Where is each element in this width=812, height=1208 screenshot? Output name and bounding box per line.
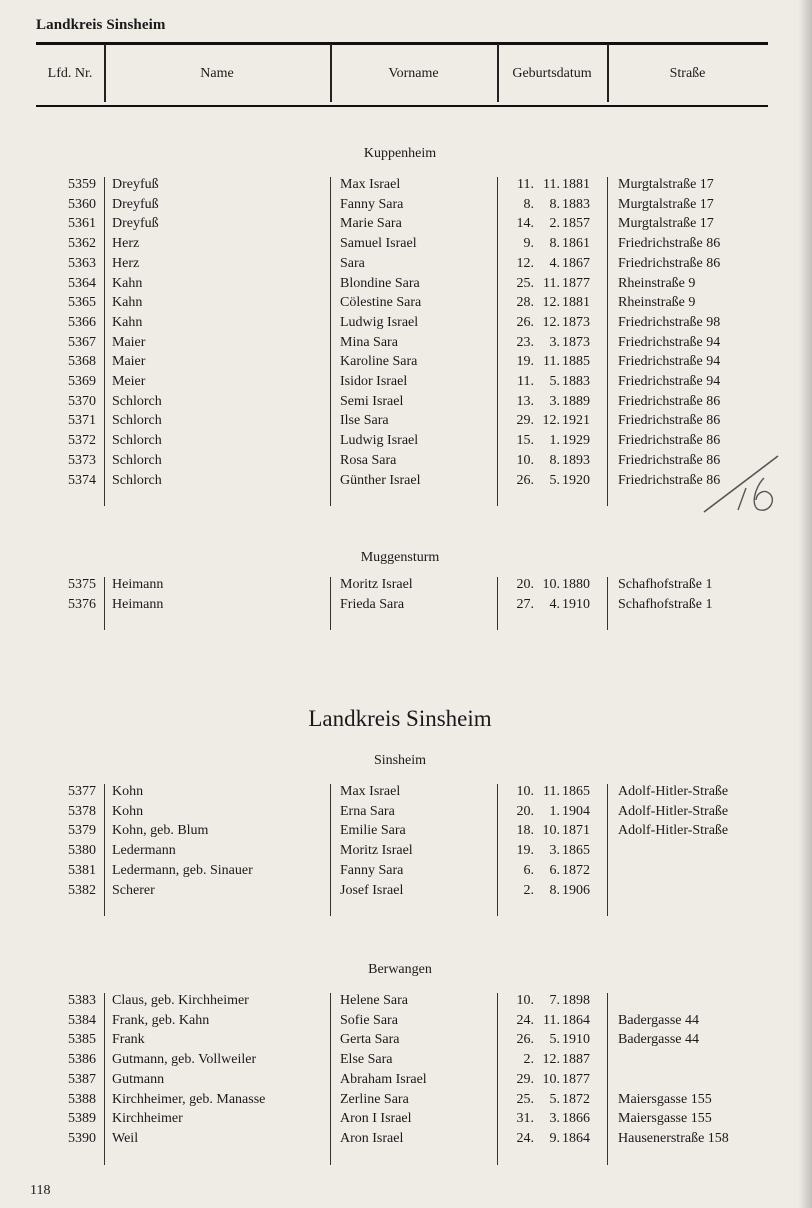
cell-str: Friedrichstraße 86 bbox=[618, 236, 721, 252]
cell-nr: 5369 bbox=[68, 374, 96, 389]
cell-vorname: Isidor Israel bbox=[340, 374, 408, 389]
cell-name: Dreyfuß bbox=[112, 216, 159, 232]
cell-str: Adolf-Hitler-Straße bbox=[618, 823, 729, 839]
cell-vorname: Else Sara bbox=[340, 1052, 393, 1068]
cell-mm: 11. bbox=[543, 1012, 560, 1028]
cell-str: Murgtalstraße 17 bbox=[618, 196, 714, 212]
cell-name: Herz bbox=[112, 236, 140, 252]
cell-dd: 10. bbox=[516, 993, 534, 1008]
cell-nr: 5386 bbox=[68, 1052, 96, 1068]
column-divider bbox=[497, 784, 498, 916]
table-row bbox=[0, 293, 812, 313]
cell-name: Scherer bbox=[112, 882, 155, 898]
table-row bbox=[0, 595, 812, 615]
cell-str: Rheinstraße 9 bbox=[618, 295, 696, 311]
cell-name: Ledermann bbox=[112, 843, 176, 859]
table-row bbox=[0, 802, 812, 822]
pencil-annotation bbox=[700, 448, 796, 520]
cell-str: Adolf-Hitler-Straße bbox=[618, 784, 729, 799]
cell-nr: 5368 bbox=[68, 354, 96, 370]
cell-mm: 5. bbox=[549, 1032, 560, 1048]
cell-yy: 1867 bbox=[562, 255, 590, 271]
cell-name: Meier bbox=[112, 374, 146, 389]
cell-nr: 5383 bbox=[68, 993, 96, 1008]
cell-name: Claus, geb. Kirchheimer bbox=[112, 993, 249, 1008]
cell-nr: 5380 bbox=[68, 843, 96, 859]
table-row bbox=[0, 333, 812, 353]
table-row bbox=[0, 392, 812, 412]
cell-name: Heimann bbox=[112, 596, 164, 612]
cell-mm: 2. bbox=[549, 216, 560, 232]
cell-vorname: Moritz Israel bbox=[340, 843, 413, 859]
cell-nr: 5366 bbox=[68, 314, 96, 330]
cell-nr: 5378 bbox=[68, 803, 96, 819]
cell-name: Kahn bbox=[112, 275, 143, 291]
cell-str: Schafhofstraße 1 bbox=[618, 596, 713, 612]
cell-str: Adolf-Hitler-Straße bbox=[618, 803, 729, 819]
cell-mm: 5. bbox=[549, 1091, 560, 1107]
cell-dd: 8. bbox=[523, 196, 534, 212]
column-divider bbox=[104, 177, 105, 506]
cell-str: Friedrichstraße 98 bbox=[618, 314, 721, 330]
running-head: Landkreis Sinsheim bbox=[36, 17, 166, 33]
cell-name: Dreyfuß bbox=[112, 196, 159, 212]
cell-dd: 29. bbox=[516, 413, 534, 429]
cell-str: Friedrichstraße 86 bbox=[618, 255, 721, 271]
cell-name: Maier bbox=[112, 334, 146, 350]
cell-yy: 1898 bbox=[562, 993, 590, 1008]
cell-yy: 1881 bbox=[562, 295, 590, 311]
table-row bbox=[0, 352, 812, 372]
cell-vorname: Helene Sara bbox=[340, 993, 409, 1008]
cell-nr: 5381 bbox=[68, 862, 96, 878]
table-row bbox=[0, 214, 812, 234]
cell-yy: 1865 bbox=[562, 784, 590, 799]
cell-mm: 4. bbox=[549, 255, 560, 271]
cell-mm: 10. bbox=[542, 577, 560, 592]
cell-nr: 5364 bbox=[68, 275, 96, 291]
cell-dd: 15. bbox=[516, 433, 534, 449]
cell-yy: 1866 bbox=[562, 1111, 590, 1127]
cell-yy: 1880 bbox=[562, 577, 590, 592]
cell-yy: 1883 bbox=[562, 196, 590, 212]
cell-nr: 5361 bbox=[68, 216, 96, 232]
table-row bbox=[0, 372, 812, 392]
cell-str: Badergasse 44 bbox=[618, 1032, 699, 1048]
cell-nr: 5359 bbox=[68, 177, 96, 192]
cell-dd: 2. bbox=[523, 1052, 534, 1068]
cell-mm: 9. bbox=[549, 1130, 560, 1146]
cell-nr: 5374 bbox=[68, 472, 96, 488]
cell-str: Friedrichstraße 86 bbox=[618, 433, 721, 449]
place-heading-muggensturm: Muggensturm bbox=[360, 550, 440, 565]
place-heading-berwangen: Berwangen bbox=[368, 962, 432, 977]
table-row bbox=[0, 195, 812, 215]
cell-nr: 5360 bbox=[68, 196, 96, 212]
cell-dd: 29. bbox=[516, 1071, 534, 1087]
table-row bbox=[0, 451, 812, 471]
cell-mm: 5. bbox=[549, 472, 560, 488]
table-row bbox=[0, 881, 812, 901]
cell-vorname: Sofie Sara bbox=[340, 1012, 398, 1028]
table-row bbox=[0, 861, 812, 881]
cell-dd: 26. bbox=[516, 314, 534, 330]
column-header-strasse: Straße bbox=[669, 66, 706, 81]
cell-mm: 3. bbox=[549, 334, 560, 350]
cell-yy: 1906 bbox=[562, 882, 590, 898]
table-row bbox=[0, 1109, 812, 1129]
cell-dd: 20. bbox=[516, 803, 534, 819]
cell-vorname: Moritz Israel bbox=[340, 577, 413, 592]
cell-name: Gutmann bbox=[112, 1071, 165, 1087]
cell-nr: 5372 bbox=[68, 433, 96, 449]
cell-dd: 27. bbox=[516, 596, 534, 612]
cell-str: Friedrichstraße 86 bbox=[618, 393, 721, 409]
cell-name: Dreyfuß bbox=[112, 177, 159, 192]
cell-nr: 5375 bbox=[68, 577, 96, 592]
cell-str: Schafhofstraße 1 bbox=[618, 577, 713, 592]
cell-name: Kirchheimer bbox=[112, 1111, 183, 1127]
cell-vorname: Rosa Sara bbox=[340, 452, 397, 468]
column-divider bbox=[497, 993, 498, 1165]
cell-yy: 1864 bbox=[562, 1130, 590, 1146]
cell-name: Weil bbox=[112, 1130, 139, 1146]
cell-name: Herz bbox=[112, 255, 140, 271]
cell-vorname: Erna Sara bbox=[340, 803, 395, 819]
column-divider bbox=[607, 177, 608, 506]
cell-str: Hausenerstraße 158 bbox=[618, 1130, 729, 1146]
column-divider bbox=[330, 577, 331, 630]
column-divider bbox=[104, 577, 105, 630]
district-heading: Landkreis Sinsheim bbox=[308, 706, 492, 731]
cell-vorname: Ludwig Israel bbox=[340, 433, 419, 449]
column-divider bbox=[497, 577, 498, 630]
table-row bbox=[0, 1050, 812, 1070]
table-row bbox=[0, 471, 812, 491]
cell-dd: 18. bbox=[516, 823, 534, 839]
cell-name: Schlorch bbox=[112, 452, 162, 468]
cell-yy: 1929 bbox=[562, 433, 590, 449]
cell-yy: 1883 bbox=[562, 374, 590, 389]
cell-vorname: Gerta Sara bbox=[340, 1032, 400, 1048]
cell-dd: 23. bbox=[516, 334, 534, 350]
cell-vorname: Max Israel bbox=[340, 177, 401, 192]
cell-mm: 8. bbox=[549, 196, 560, 212]
column-divider bbox=[607, 577, 608, 630]
cell-yy: 1904 bbox=[562, 803, 590, 819]
cell-dd: 12. bbox=[516, 255, 534, 271]
cell-name: Heimann bbox=[112, 577, 164, 592]
column-divider bbox=[104, 784, 105, 916]
table-row bbox=[0, 1070, 812, 1090]
cell-nr: 5384 bbox=[68, 1012, 96, 1028]
cell-vorname: Ilse Sara bbox=[340, 413, 389, 429]
cell-str: Friedrichstraße 86 bbox=[618, 413, 721, 429]
column-divider bbox=[330, 993, 331, 1165]
cell-vorname: Emilie Sara bbox=[340, 823, 406, 839]
column-divider bbox=[330, 177, 331, 506]
cell-vorname: Karoline Sara bbox=[340, 354, 418, 370]
cell-dd: 14. bbox=[516, 216, 534, 232]
cell-dd: 11. bbox=[517, 177, 534, 192]
cell-mm: 12. bbox=[542, 314, 560, 330]
cell-vorname: Sara bbox=[340, 255, 365, 271]
column-header-lfd-nr: Lfd. Nr. bbox=[47, 66, 93, 81]
cell-mm: 5. bbox=[549, 374, 560, 389]
cell-name: Kohn, geb. Blum bbox=[112, 823, 209, 839]
cell-yy: 1887 bbox=[562, 1052, 590, 1068]
cell-nr: 5377 bbox=[68, 784, 96, 799]
cell-name: Maier bbox=[112, 354, 146, 370]
pencil-note-text: 16 bbox=[700, 448, 701, 449]
cell-yy: 1877 bbox=[562, 1071, 590, 1087]
table-row bbox=[0, 1011, 812, 1031]
cell-nr: 5363 bbox=[68, 255, 96, 271]
cell-str: Rheinstraße 9 bbox=[618, 275, 696, 291]
cell-name: Kahn bbox=[112, 314, 143, 330]
cell-vorname: Günther Israel bbox=[340, 472, 421, 488]
cell-name: Schlorch bbox=[112, 413, 162, 429]
cell-dd: 6. bbox=[523, 862, 534, 878]
cell-dd: 20. bbox=[516, 577, 534, 592]
cell-dd: 26. bbox=[516, 472, 534, 488]
place-heading-kuppenheim: Kuppenheim bbox=[363, 146, 437, 161]
table-row bbox=[0, 274, 812, 294]
cell-nr: 5389 bbox=[68, 1111, 96, 1127]
cell-name: Kohn bbox=[112, 803, 144, 819]
cell-mm: 8. bbox=[549, 236, 560, 252]
cell-mm: 12. bbox=[542, 413, 560, 429]
cell-yy: 1881 bbox=[562, 177, 590, 192]
cell-yy: 1877 bbox=[562, 275, 590, 291]
cell-vorname: Fanny Sara bbox=[340, 862, 404, 878]
cell-vorname: Max Israel bbox=[340, 784, 401, 799]
cell-nr: 5362 bbox=[68, 236, 96, 252]
cell-dd: 10. bbox=[516, 452, 534, 468]
cell-name: Kohn bbox=[112, 784, 144, 799]
cell-yy: 1873 bbox=[562, 334, 590, 350]
cell-name: Kahn bbox=[112, 295, 143, 311]
cell-str: Maiersgasse 155 bbox=[618, 1111, 712, 1127]
cell-vorname: Blondine Sara bbox=[340, 275, 420, 291]
cell-yy: 1885 bbox=[562, 354, 590, 370]
cell-dd: 25. bbox=[516, 1091, 534, 1107]
table-row bbox=[0, 782, 812, 802]
cell-yy: 1910 bbox=[562, 1032, 590, 1048]
cell-mm: 12. bbox=[542, 295, 560, 311]
header-rule-top bbox=[36, 42, 768, 45]
cell-name: Frank, geb. Kahn bbox=[112, 1012, 210, 1028]
cell-vorname: Mina Sara bbox=[340, 334, 398, 350]
cell-str: Friedrichstraße 86 bbox=[618, 472, 721, 488]
cell-mm: 3. bbox=[549, 843, 560, 859]
cell-vorname: Marie Sara bbox=[340, 216, 402, 232]
cell-yy: 1910 bbox=[562, 596, 590, 612]
cell-yy: 1857 bbox=[562, 216, 590, 232]
cell-mm: 6. bbox=[549, 862, 560, 878]
cell-mm: 12. bbox=[542, 1052, 560, 1068]
table-row bbox=[0, 175, 812, 195]
cell-mm: 4. bbox=[549, 596, 560, 612]
cell-mm: 8. bbox=[549, 452, 560, 468]
cell-yy: 1872 bbox=[562, 862, 590, 878]
page-edge-shadow bbox=[798, 0, 812, 1208]
place-heading-sinsheim: Sinsheim bbox=[373, 753, 427, 768]
cell-vorname: Samuel Israel bbox=[340, 236, 417, 252]
table-row bbox=[0, 254, 812, 274]
cell-mm: 3. bbox=[549, 393, 560, 409]
column-divider bbox=[104, 993, 105, 1165]
cell-nr: 5367 bbox=[68, 334, 96, 350]
cell-dd: 13. bbox=[516, 393, 534, 409]
column-header-geburtsdatum: Geburtsdatum bbox=[512, 66, 592, 81]
table-row bbox=[0, 1090, 812, 1110]
cell-mm: 7. bbox=[549, 993, 560, 1008]
cell-name: Ledermann, geb. Sinauer bbox=[112, 862, 253, 878]
cell-vorname: Ludwig Israel bbox=[340, 314, 419, 330]
cell-nr: 5373 bbox=[68, 452, 96, 468]
cell-nr: 5371 bbox=[68, 413, 96, 429]
cell-dd: 19. bbox=[516, 354, 534, 370]
cell-mm: 10. bbox=[542, 1071, 560, 1087]
table-row bbox=[0, 234, 812, 254]
column-header-vorname: Vorname bbox=[388, 66, 439, 81]
table-row bbox=[0, 575, 812, 595]
table-row bbox=[0, 431, 812, 451]
cell-yy: 1889 bbox=[562, 393, 590, 409]
cell-name: Schlorch bbox=[112, 433, 162, 449]
cell-vorname: Cölestine Sara bbox=[340, 295, 422, 311]
cell-vorname: Semi Israel bbox=[340, 393, 404, 409]
cell-dd: 11. bbox=[517, 374, 534, 389]
cell-nr: 5385 bbox=[68, 1032, 96, 1048]
cell-dd: 25. bbox=[516, 275, 534, 291]
cell-vorname: Zerline Sara bbox=[340, 1091, 409, 1107]
cell-dd: 9. bbox=[523, 236, 534, 252]
cell-vorname: Josef Israel bbox=[340, 882, 404, 898]
table-row bbox=[0, 1030, 812, 1050]
cell-str: Murgtalstraße 17 bbox=[618, 177, 714, 192]
cell-name: Gutmann, geb. Vollweiler bbox=[112, 1052, 257, 1068]
cell-dd: 28. bbox=[516, 295, 534, 311]
cell-str: Friedrichstraße 94 bbox=[618, 334, 721, 350]
cell-mm: 3. bbox=[549, 1111, 560, 1127]
cell-nr: 5379 bbox=[68, 823, 96, 839]
cell-nr: 5370 bbox=[68, 393, 96, 409]
cell-name: Schlorch bbox=[112, 472, 162, 488]
table-row bbox=[0, 1129, 812, 1149]
table-row bbox=[0, 411, 812, 431]
cell-str: Friedrichstraße 94 bbox=[618, 374, 721, 389]
cell-nr: 5390 bbox=[68, 1130, 96, 1146]
column-divider bbox=[497, 177, 498, 506]
cell-mm: 8. bbox=[549, 882, 560, 898]
table-row bbox=[0, 991, 812, 1011]
cell-yy: 1861 bbox=[562, 236, 590, 252]
cell-yy: 1871 bbox=[562, 823, 590, 839]
cell-str: Badergasse 44 bbox=[618, 1012, 699, 1028]
cell-vorname: Frieda Sara bbox=[340, 596, 405, 612]
cell-yy: 1872 bbox=[562, 1091, 590, 1107]
column-header-name: Name bbox=[200, 66, 234, 81]
cell-yy: 1920 bbox=[562, 472, 590, 488]
cell-yy: 1921 bbox=[562, 413, 590, 429]
cell-name: Kirchheimer, geb. Manasse bbox=[112, 1091, 266, 1107]
column-divider bbox=[330, 784, 331, 916]
cell-vorname: Aron I Israel bbox=[340, 1111, 412, 1127]
cell-yy: 1873 bbox=[562, 314, 590, 330]
cell-mm: 11. bbox=[543, 275, 560, 291]
cell-dd: 31. bbox=[516, 1111, 534, 1127]
page-number: 118 bbox=[30, 1183, 51, 1198]
cell-vorname: Aron Israel bbox=[340, 1130, 404, 1146]
cell-str: Murgtalstraße 17 bbox=[618, 216, 714, 232]
cell-nr: 5365 bbox=[68, 295, 96, 311]
table-row bbox=[0, 821, 812, 841]
cell-mm: 1. bbox=[549, 433, 560, 449]
cell-dd: 24. bbox=[516, 1012, 534, 1028]
cell-name: Frank bbox=[112, 1032, 145, 1048]
cell-mm: 10. bbox=[542, 823, 560, 839]
cell-mm: 11. bbox=[543, 784, 560, 799]
cell-name: Schlorch bbox=[112, 393, 162, 409]
cell-str: Friedrichstraße 94 bbox=[618, 354, 721, 370]
cell-vorname: Fanny Sara bbox=[340, 196, 404, 212]
cell-vorname: Abraham Israel bbox=[340, 1071, 427, 1087]
table-row bbox=[0, 313, 812, 333]
cell-yy: 1864 bbox=[562, 1012, 590, 1028]
cell-mm: 1. bbox=[549, 803, 560, 819]
cell-dd: 24. bbox=[516, 1130, 534, 1146]
cell-mm: 11. bbox=[543, 177, 560, 192]
cell-str: Maiersgasse 155 bbox=[618, 1091, 712, 1107]
table-row bbox=[0, 841, 812, 861]
header-rule-bottom bbox=[36, 105, 768, 107]
cell-dd: 10. bbox=[516, 784, 534, 799]
cell-str: Friedrichstraße 86 bbox=[618, 452, 721, 468]
column-divider bbox=[607, 784, 608, 916]
cell-nr: 5382 bbox=[68, 882, 96, 898]
cell-mm: 11. bbox=[543, 354, 560, 370]
cell-yy: 1865 bbox=[562, 843, 590, 859]
cell-dd: 19. bbox=[516, 843, 534, 859]
column-divider bbox=[607, 993, 608, 1165]
cell-nr: 5376 bbox=[68, 596, 96, 612]
cell-nr: 5388 bbox=[68, 1091, 96, 1107]
cell-dd: 26. bbox=[516, 1032, 534, 1048]
cell-yy: 1893 bbox=[562, 452, 590, 468]
cell-dd: 2. bbox=[523, 882, 534, 898]
cell-nr: 5387 bbox=[68, 1071, 96, 1087]
